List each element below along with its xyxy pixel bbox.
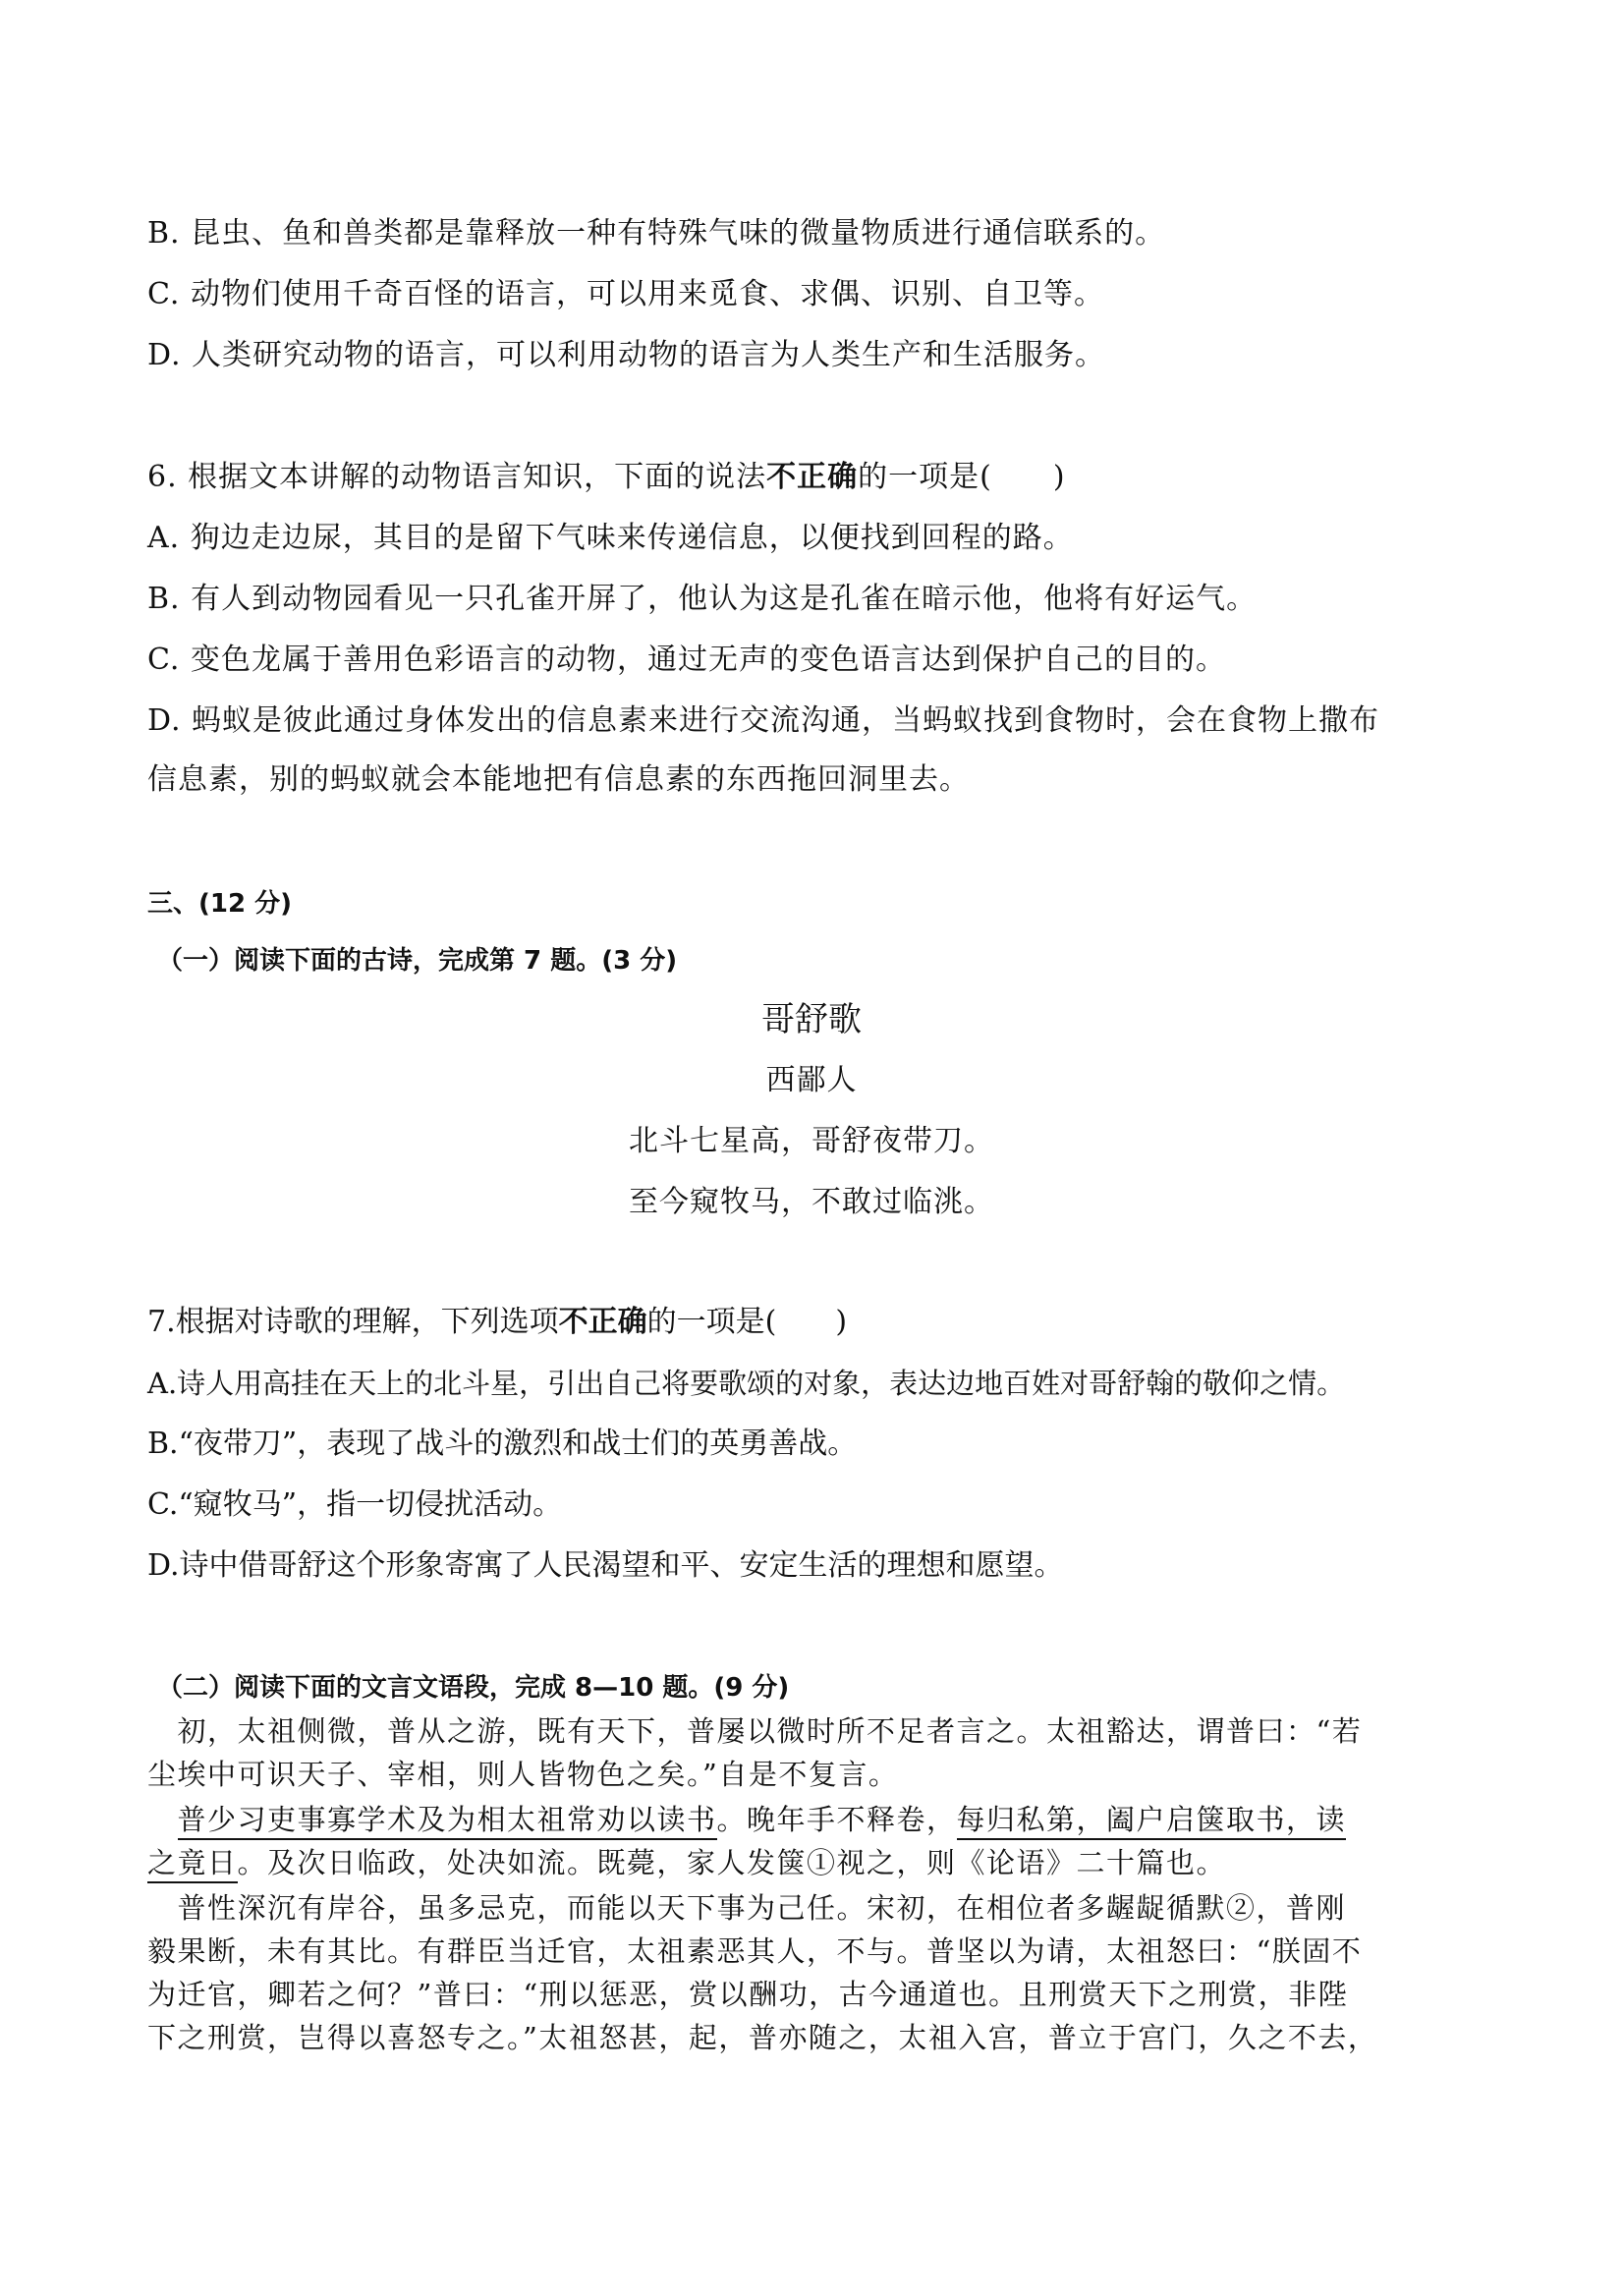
underlined-sentence-2-part1: 每归私第，阖户启箧取书，读 xyxy=(957,1803,1347,1840)
q7-stem-pre: 7.根据对诗歌的理解，下列选项 xyxy=(147,1305,559,1339)
q7-stem-post: 的一项是( ) xyxy=(646,1305,848,1339)
q6-stem-post: 的一项是( ) xyxy=(858,460,1066,494)
q6-option-d-line2: 信息素，别的蚂蚁就会本能地把有信息素的东西拖回洞里去。 xyxy=(147,762,970,797)
passage-p1-line2: 尘埃中可识天子、宰相，则人皆物色之矣。”自是不复言。 xyxy=(147,1758,899,1791)
passage-p3-line2: 毅果断，未有其比。有群臣当迁官，太祖素恶其人，不与。普坚以为请，太祖怒曰：“朕固不 xyxy=(147,1934,1363,1968)
q6-option-c: C. 变色龙属于善用色彩语言的动物，通过无声的变色语言达到保护自己的目的。 xyxy=(147,643,1226,677)
poem-line-2: 至今窥牧马，不敢过临洮。 xyxy=(629,1185,994,1219)
q7-option-c: C.“窥牧马”，指一切侵扰活动。 xyxy=(147,1487,563,1522)
q7-option-b: B.“夜带刀”，表现了战斗的激烈和战士们的英勇善战。 xyxy=(147,1427,858,1461)
q5-option-d: D. 人类研究动物的语言，可以利用动物的语言为人类生产和生活服务。 xyxy=(147,338,1106,372)
poem-line-1: 北斗七星高，哥舒夜带刀。 xyxy=(629,1124,994,1158)
q6-option-d-line1: D. 蚂蚁是彼此通过身体发出的信息素来进行交流沟通，当蚂蚁找到食物时，会在食物上撒布 xyxy=(147,703,1380,738)
q7-stem xyxy=(147,1303,847,1342)
passage-p2-rest: 。及次日临政，处决如流。既薨，家人发箧①视之，则《论语》二十篇也。 xyxy=(237,1846,1227,1879)
passage-p2-line1 xyxy=(147,1800,1346,1839)
passage-p3-line4: 下之刑赏，岂得以喜怒专之。”太祖怒甚，起，普亦随之，太祖入宫，普立于宫门，久之不去， xyxy=(147,2021,1378,2054)
passage-p2-mid: 。晚年手不释卷， xyxy=(716,1803,957,1836)
q7-option-a: A.诗人用高挂在天上的北斗星，引出自己将要歌颂的对象，表达边地百姓对哥舒翰的敬仰之情。 xyxy=(147,1367,1346,1400)
q5-option-b: B. 昆虫、鱼和兽类都是靠释放一种有特殊气味的微量物质进行通信联系的。 xyxy=(147,216,1166,251)
poem-title: 哥舒歌 xyxy=(761,1000,862,1039)
q6-stem-pre: 6. 根据文本讲解的动物语言知识，下面的说法 xyxy=(147,460,767,494)
q6-stem-emphasis: 不正确 xyxy=(766,460,859,494)
q6-stem xyxy=(147,458,1066,497)
passage-p1-line1: 初，太祖侧微，普从之游，既有天下，普屡以微时所不足者言之。太祖豁达，谓普曰：“若 xyxy=(147,1714,1363,1748)
underlined-sentence-1: 普少习吏事寡学术及为相太祖常劝以读书 xyxy=(178,1803,717,1840)
passage-p2-line2 xyxy=(147,1843,1226,1882)
passage-p3-line1: 普性深沉有岸谷，虽多忌克，而能以天下事为己任。宋初，在相位者多龌龊循默②，普刚 xyxy=(147,1891,1347,1925)
poem-author: 西鄙人 xyxy=(765,1063,858,1097)
q7-stem-emphasis: 不正确 xyxy=(558,1305,647,1339)
part2-heading: （二）阅读下面的文言文语段，完成 8—10 题。(9 分) xyxy=(157,1673,790,1703)
section3-heading: 三、(12 分) xyxy=(147,889,292,919)
q7-option-d: D.诗中借哥舒这个形象寄寓了人民渴望和平、安定生活的理想和愿望。 xyxy=(147,1548,1064,1583)
q5-option-c: C. 动物们使用千奇百怪的语言，可以用来觅食、求偶、识别、自卫等。 xyxy=(147,277,1104,311)
passage-p3-line3: 为迁官，卿若之何？”普曰：“刑以惩恶，赏以酬功，古今通道也。且刑赏天下之刑赏，非陛 xyxy=(147,1978,1349,2011)
part1-heading: （一）阅读下面的古诗，完成第 7 题。(3 分) xyxy=(157,946,678,976)
underlined-sentence-2-part2: 之竟日 xyxy=(147,1846,238,1883)
q6-option-a: A. 狗边走边尿，其目的是留下气味来传递信息，以便找到回程的路。 xyxy=(147,521,1074,555)
q6-option-b: B. 有人到动物园看见一只孔雀开屏了，他认为这是孔雀在暗示他，他将有好运气。 xyxy=(147,582,1258,616)
